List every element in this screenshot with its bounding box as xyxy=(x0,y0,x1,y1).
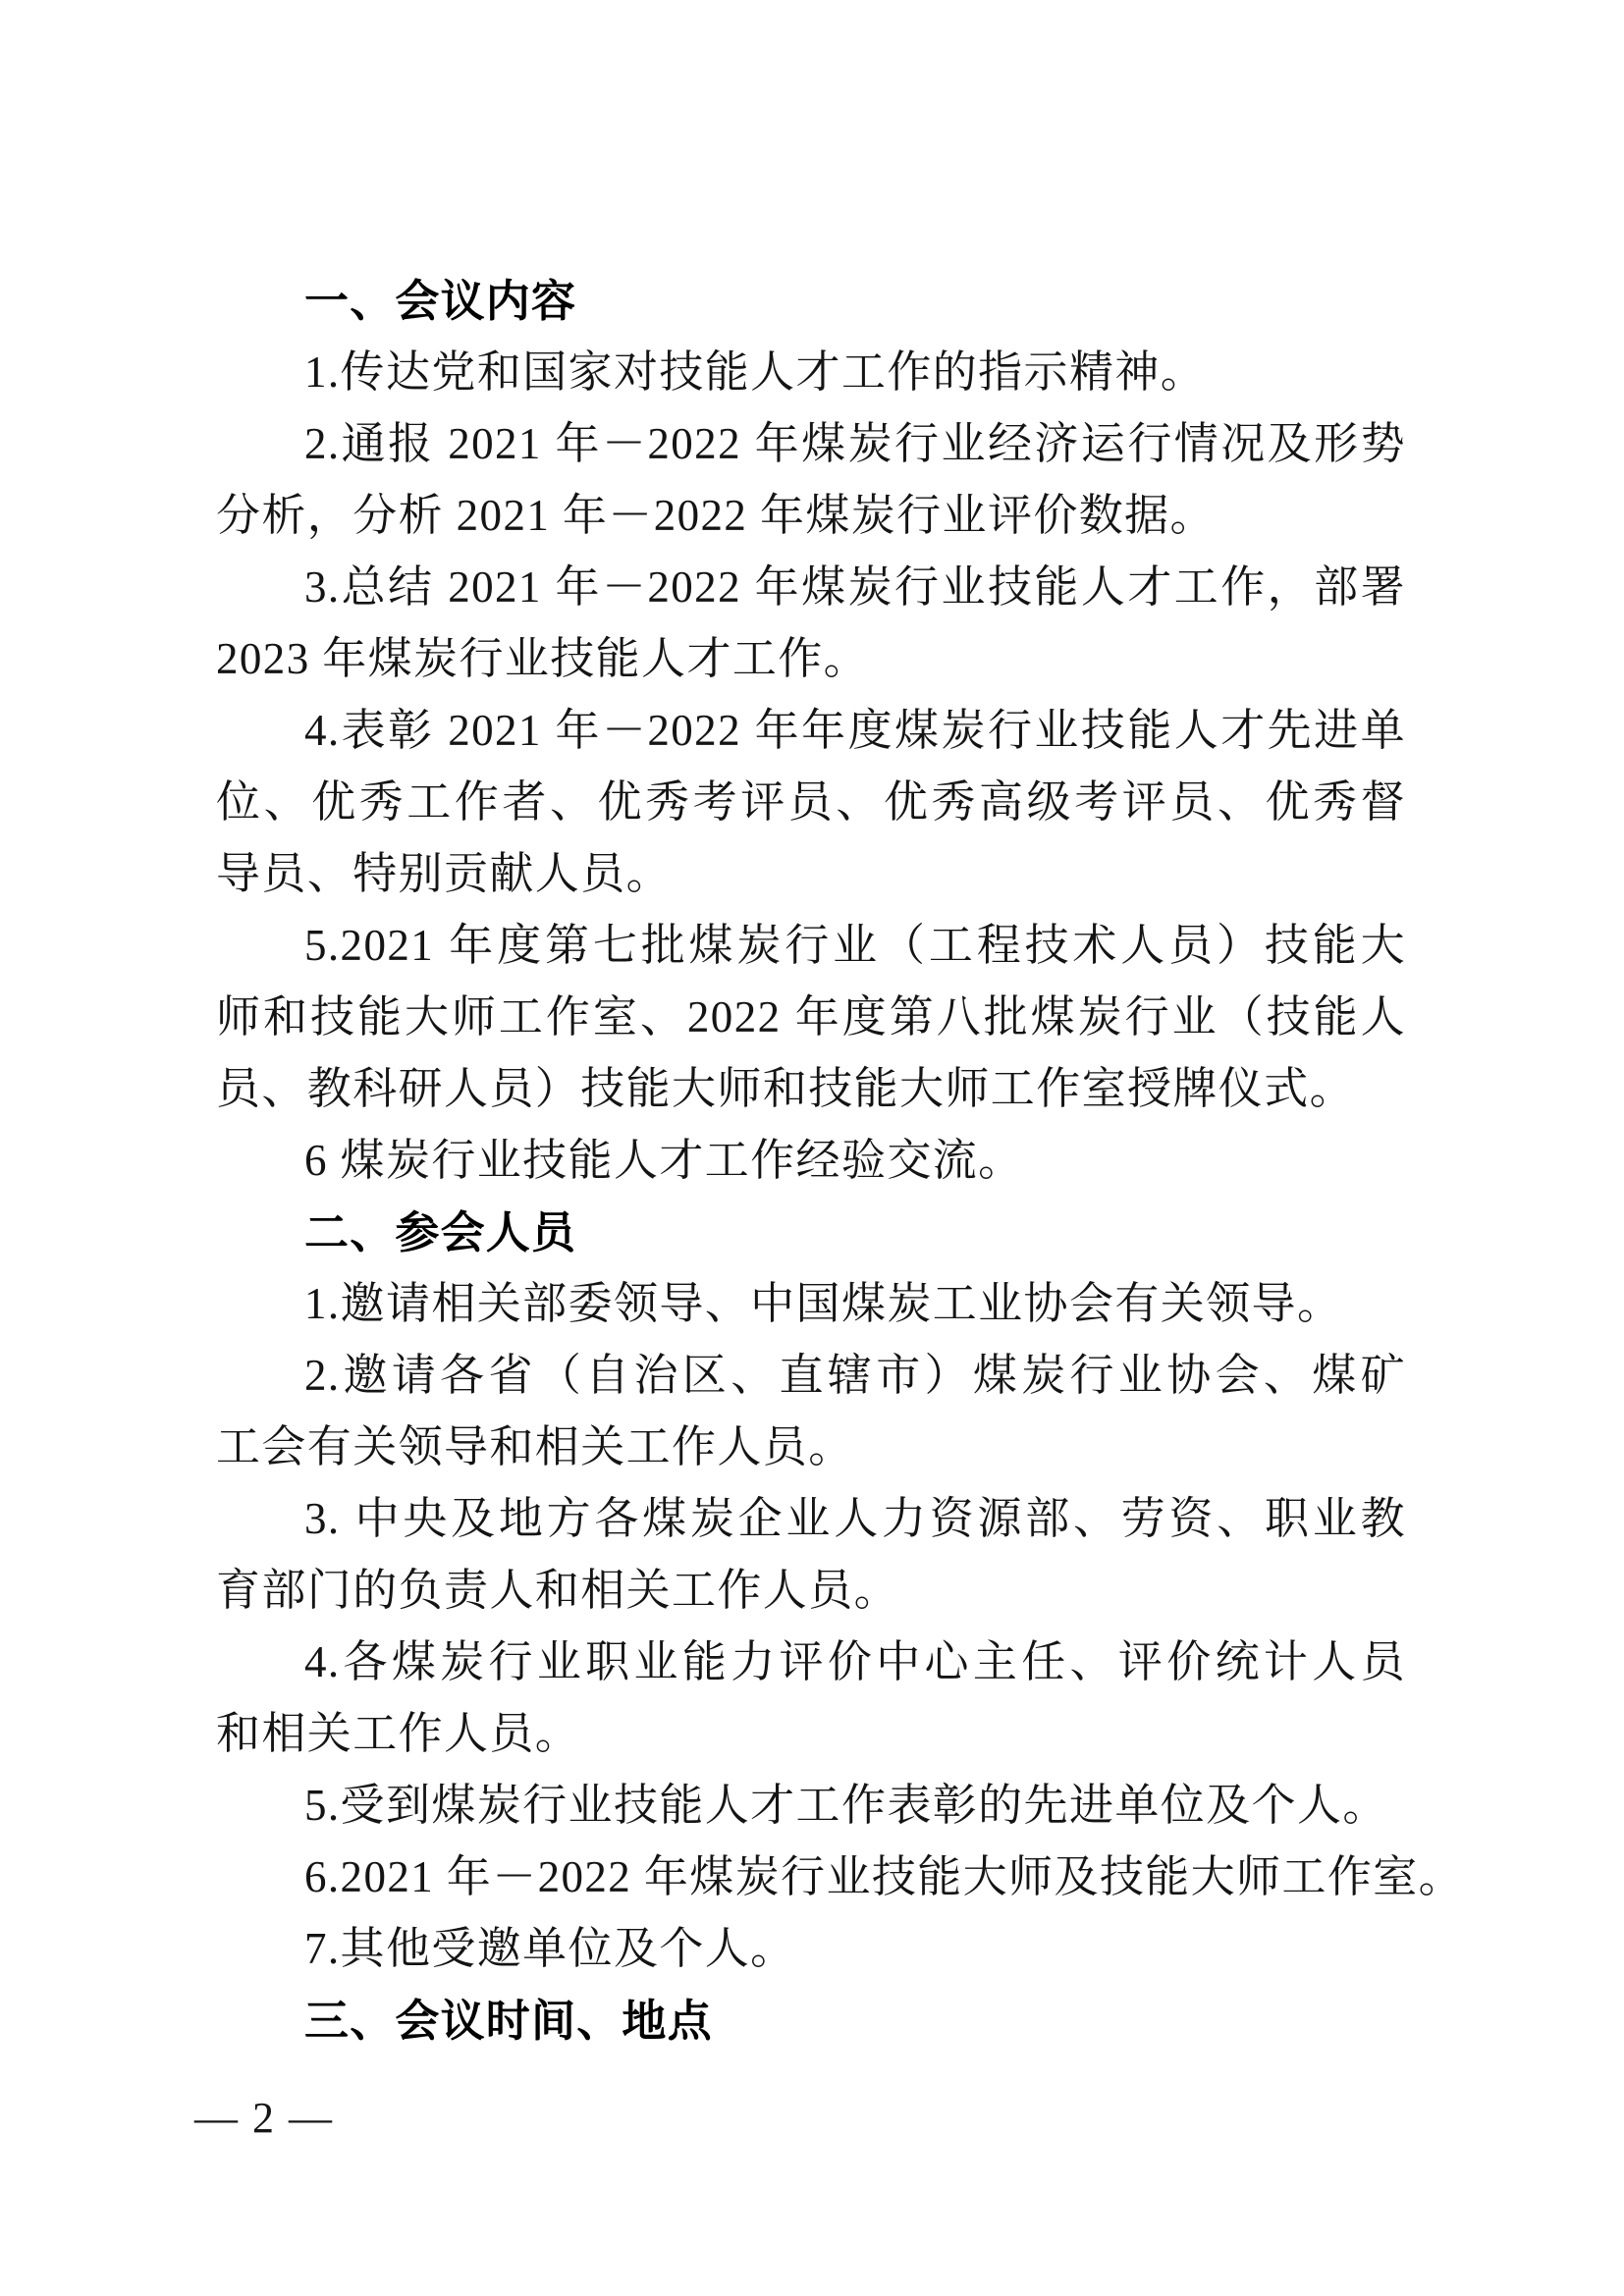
text-line: 1.传达党和国家对技能人才工作的指示精神。 xyxy=(304,347,1207,397)
text-line: 2.通报 2021 年－2022 年煤炭行业经济运行情况及形势 xyxy=(304,419,1406,468)
text-line: 4.表彰 2021 年－2022 年年度煤炭行业技能人才先进单 xyxy=(304,706,1406,755)
text-line: 2023 年煤炭行业技能人才工作。 xyxy=(216,634,870,683)
text-line: 员、教科研人员）技能大师和技能大师工作室授牌仪式。 xyxy=(216,1064,1356,1113)
text-line: 5.2021 年度第七批煤炭行业（工程技术人员）技能大 xyxy=(304,921,1406,970)
section-heading-meeting-content: 一、会议内容 xyxy=(304,276,577,326)
text-line: 4.各煤炭行业职业能力评价中心主任、评价统计人员 xyxy=(304,1637,1406,1686)
text-line: 位、优秀工作者、优秀考评员、优秀高级考评员、优秀督 xyxy=(216,777,1406,827)
page-number: — 2 — xyxy=(194,2094,334,2142)
text-line: 和相关工作人员。 xyxy=(216,1709,581,1758)
text-line: 2.邀请各省（自治区、直辖市）煤炭行业协会、煤矿 xyxy=(304,1351,1406,1400)
text-line: 6.2021 年－2022 年煤炭行业技能大师及技能大师工作室。 xyxy=(304,1852,1465,1901)
text-line: 育部门的负责人和相关工作人员。 xyxy=(216,1566,900,1615)
section-heading-time-location: 三、会议时间、地点 xyxy=(304,1996,713,2046)
page-content xyxy=(216,265,1465,2056)
text-line: 导员、特别贡献人员。 xyxy=(216,849,673,898)
text-line: 3. 中央及地方各煤炭企业人力资源部、劳资、职业教 xyxy=(304,1494,1406,1543)
text-line: 7.其他受邀单位及个人。 xyxy=(304,1924,796,1973)
text-line: 1.邀请相关部委领导、中国煤炭工业协会有关领导。 xyxy=(304,1279,1343,1328)
text-line: 分析，分析 2021 年－2022 年煤炭行业评价数据。 xyxy=(216,491,1216,540)
text-line: 5.受到煤炭行业技能人才工作表彰的先进单位及个人。 xyxy=(304,1781,1388,1830)
text-line: 工会有关领导和相关工作人员。 xyxy=(216,1422,854,1471)
text-line: 师和技能大师工作室、2022 年度第八批煤炭行业（技能人 xyxy=(216,992,1406,1041)
text-line: 3.总结 2021 年－2022 年煤炭行业技能人才工作，部署 xyxy=(304,562,1406,612)
text-line: 6 煤炭行业技能人才工作经验交流。 xyxy=(304,1136,1024,1185)
section-heading-participants: 二、参会人员 xyxy=(304,1207,577,1257)
